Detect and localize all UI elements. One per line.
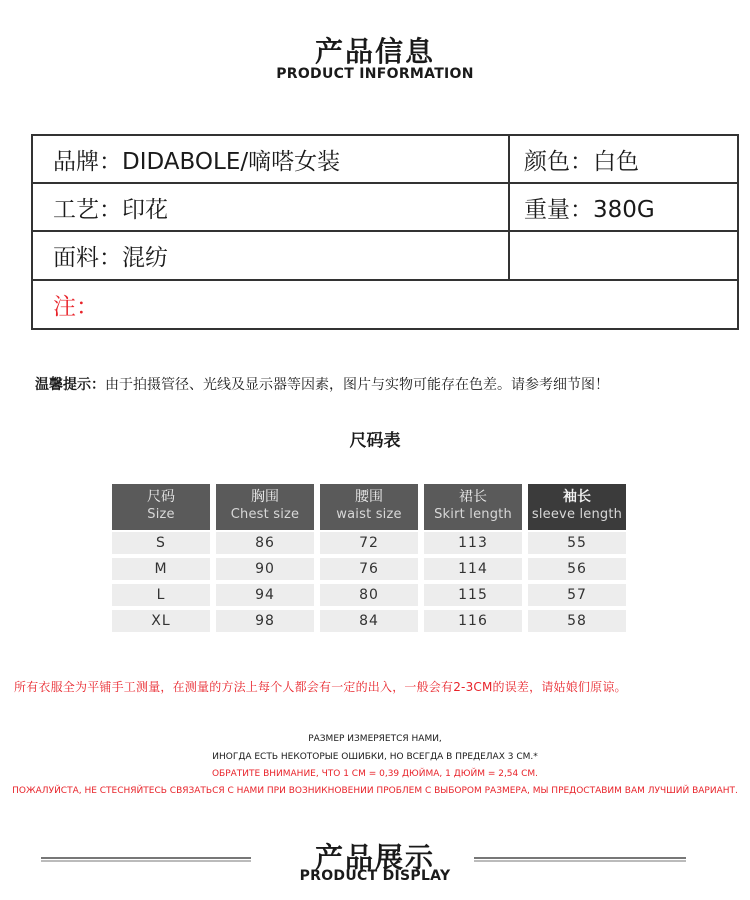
russian-note-3: ОБРАТИТЕ ВНИМАНИЕ, ЧТО 1 СМ = 0,39 ДЮЙМА, 1 ДЮЙМ = 2,54 СМ.	[211, 769, 539, 779]
table-cell: 116	[424, 610, 522, 632]
russian-note-2: ИНОГДА ЕСТЬ НЕКОТОРЫЕ ОШИБКИ, НО ВСЕГДА В ПРЕДЕЛАХ 3 СМ.*	[212, 752, 538, 762]
header-cn: 腰围	[355, 489, 383, 505]
table-cell: 72	[320, 532, 418, 554]
header-cn: 袖长	[563, 489, 591, 505]
display-subtitle: PRODUCT DISPLAY	[299, 868, 451, 884]
russian-note-1: РАЗМЕР ИЗМЕРЯЕТСЯ НАМИ,	[308, 734, 442, 744]
column-header-size	[112, 484, 210, 530]
table-cell: 76	[320, 558, 418, 580]
table-cell: XL	[112, 610, 210, 632]
craft-cell: 工艺：印花	[33, 184, 510, 230]
notice-label: 温馨提示：	[35, 377, 105, 393]
header-en: sleeve length	[531, 507, 623, 522]
column-header-waist	[320, 484, 418, 530]
header-cn: 尺码	[147, 489, 175, 505]
column-header-skirt	[424, 484, 522, 530]
table-cell: L	[112, 584, 210, 606]
header-cn: 胸围	[251, 489, 279, 505]
table-cell: 90	[216, 558, 314, 580]
weight-cell: 重量：380G	[524, 196, 655, 223]
info-row-note	[33, 281, 737, 328]
empty-cell	[510, 232, 737, 279]
table-cell: 98	[216, 610, 314, 632]
table-cell: 55	[528, 532, 626, 554]
info-row-craft	[33, 184, 737, 232]
table-cell: 84	[320, 610, 418, 632]
table-cell: 86	[216, 532, 314, 554]
column-header-sleeve	[528, 484, 626, 530]
color-cell: 颜色：白色	[524, 148, 639, 175]
product-info-table	[31, 134, 739, 330]
table-cell: 80	[320, 584, 418, 606]
info-row-brand	[33, 136, 737, 184]
table-cell: 58	[528, 610, 626, 632]
fabric-cell: 面料：混纺	[33, 232, 510, 279]
table-cell: 115	[424, 584, 522, 606]
header-en: Skirt length	[434, 507, 512, 522]
section-title: 产品信息	[314, 35, 435, 68]
table-cell: 56	[528, 558, 626, 580]
russian-note-4: ПОЖАЛУЙСТА, НЕ СТЕСНЯЙТЕСЬ СВЯЗАТЬСЯ С НАМИ ПРИ ВОЗНИКНОВЕНИИ ПРОБЛЕМ С ВЫБОРОМ РАЗМЕРА, МЫ ПРЕДОСТАВИМ ВАМ ЛУЧШИЙ ВАРИАНТ.	[12, 786, 738, 796]
header-en: Size	[147, 507, 175, 522]
table-cell: 113	[424, 532, 522, 554]
note-cell: 注：	[53, 294, 99, 320]
table-cell: 114	[424, 558, 522, 580]
header-en: Chest size	[230, 507, 300, 522]
section-subtitle: PRODUCT INFORMATION	[276, 66, 474, 82]
table-cell: M	[112, 558, 210, 580]
header-cn: 裙长	[459, 489, 487, 505]
notice-body: 由于拍摄管径、光线及显示器等因素，图片与实物可能存在色差。请参考细节图！	[105, 377, 609, 393]
size-chart-title: 尺码表	[349, 431, 401, 451]
notice-text	[35, 374, 609, 394]
info-row-fabric	[33, 232, 737, 281]
display-title: 产品展示	[314, 841, 435, 874]
column-header-chest	[216, 484, 314, 530]
brand-cell: 品牌：DIDABOLE/嘀嗒女装	[33, 136, 510, 182]
table-cell: S	[112, 532, 210, 554]
header-en: waist size	[336, 507, 402, 522]
table-cell: 94	[216, 584, 314, 606]
table-cell: 57	[528, 584, 626, 606]
measurement-note: 所有衣服全为平铺手工测量，在测量的方法上每个人都会有一定的出入，一般会有2-3CM的误差，请姑娘们原谅。	[14, 680, 627, 694]
